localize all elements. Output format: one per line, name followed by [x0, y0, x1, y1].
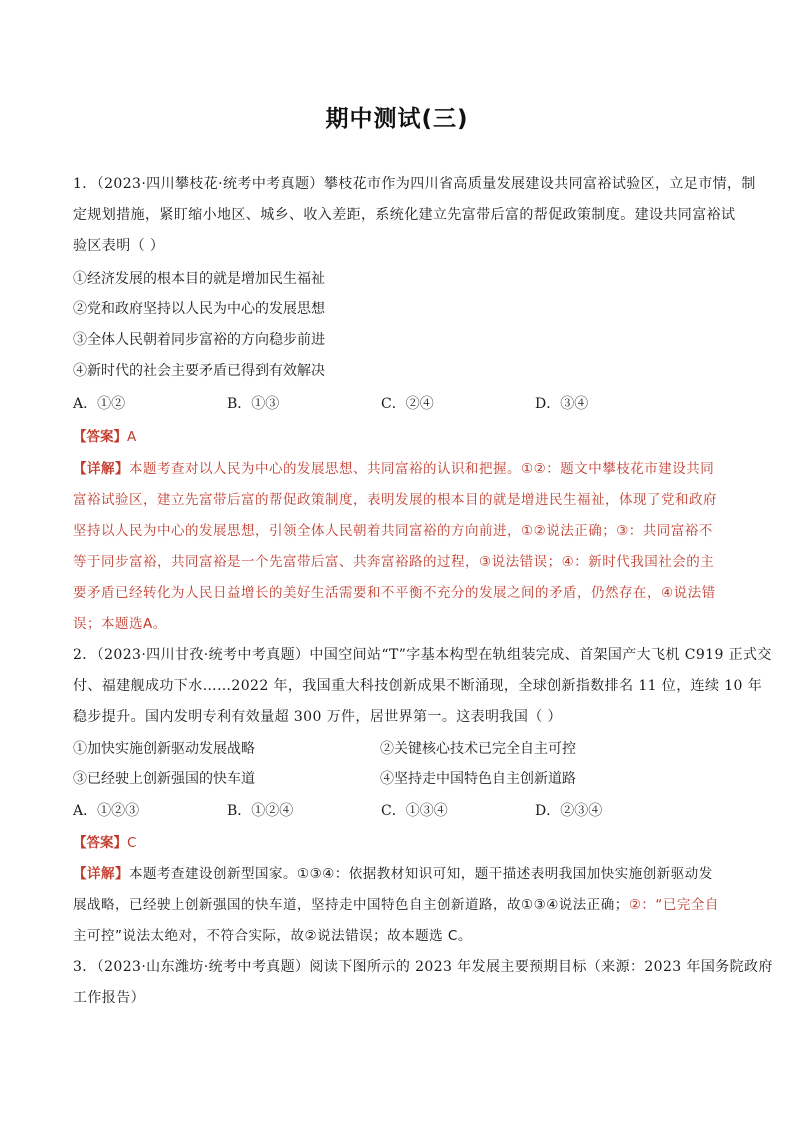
page-title: 期中测试(三): [325, 106, 469, 132]
q1-explanation-line: 误；本题选A。: [73, 616, 167, 632]
q1-stem-line: 1．（2023·四川攀枝花·统考中考真题）攀枝花市作为四川省高质量发展建设共同富裕试验区，立足市情，制: [73, 176, 756, 192]
explain-tag: 【详解】: [73, 461, 129, 477]
q2-choice-b: B．①②④: [227, 803, 294, 819]
q2-stem-line: 稳步提升。国内发明专利有效量超 300 万件，居世界第一。这表明我国（ ）: [73, 709, 562, 725]
q2-answer: [73, 831, 733, 851]
q2-statement: ②关键核心技术已完全自主可控: [380, 741, 576, 757]
q1-statement: ③全体人民朝着同步富裕的方向稳步前进: [73, 332, 325, 348]
q2-explanation-line: [73, 862, 733, 882]
q1-statement: ②党和政府坚持以人民为中心的发展思想: [73, 301, 325, 317]
q1-statement: ①经济发展的根本目的就是增加民生福祉: [73, 271, 325, 287]
q1-statement: ④新时代的社会主要矛盾已得到有效解决: [73, 363, 325, 379]
q2-stem-line: 2．（2023·四川甘孜·统考中考真题）中国空间站“T”字基本构型在轨组装完成、首架国产大飞机 C919 正式交: [73, 647, 772, 663]
q2-statement: ①加快实施创新驱动发展战略: [73, 741, 255, 757]
q2-stem-line: 付、福建舰成功下水……2022 年，我国重大科技创新成果不断涌现，全球创新指数排名 11 位，连续 10 年: [73, 678, 763, 694]
explain-text: 展战略，已经驶上创新强国的快车道，坚持走中国特色自主创新道路，故①③④说法正确；: [73, 897, 629, 913]
q1-stem-line: 验区表明（ ）: [73, 238, 165, 254]
explain-text-red: ②：“已完全自: [628, 897, 719, 913]
q3-stem-line: 工作报告）: [73, 990, 145, 1006]
q1-choice-a: A．①②: [73, 396, 126, 412]
q1-answer: [73, 425, 733, 445]
answer-tag: 【答案】: [73, 835, 127, 851]
q2-statement: ③已经驶上创新强国的快车道: [73, 771, 255, 787]
q1-choice-b: B．①③: [227, 396, 280, 412]
q1-explanation-line: [73, 457, 733, 477]
q1-stem-line: 定规划措施，紧盯缩小地区、城乡、收入差距，系统化建立先富带后富的帮促政策制度。建设共同富裕试: [73, 207, 736, 223]
q1-explanation-line: 要矛盾已经转化为人民日益增长的美好生活需要和不平衡不充分的发展之间的矛盾，仍然存在，④说法错: [73, 585, 716, 601]
q1-choice-c: C．②④: [381, 396, 434, 412]
q2-choice-d: D．②③④: [535, 803, 603, 819]
q3-stem-line: 3．（2023·山东潍坊·统考中考真题）阅读下图所示的 2023 年发展主要预期目标（来源：2023 年国务院政府: [73, 959, 773, 975]
q1-explanation-line: 坚持以人民为中心的发展思想，引领全体人民朝着共同富裕的方向前进，①②说法正确；③：共同富裕不: [73, 523, 713, 539]
q2-explanation-line: [73, 893, 733, 913]
q2-explanation-line: 主可控”说法太绝对，不符合实际，故②说法错误；故本题选 C。: [73, 928, 472, 944]
answer-value: C: [127, 835, 137, 851]
q1-explanation-line: 等于同步富裕，共同富裕是一个先富带后富、共奔富裕路的过程，③说法错误；④：新时代我国社会的主: [73, 554, 715, 570]
q1-choice-d: D．③④: [535, 396, 589, 412]
answer-value: A: [127, 429, 137, 445]
q2-choice-a: A．①②③: [73, 803, 140, 819]
explain-text: 本题考查建设创新型国家。①③④：依据教材知识可知，题干描述表明我国加快实施创新驱动发: [129, 866, 713, 882]
explain-text: 本题考查对以人民为中心的发展思想、共同富裕的认识和把握。①②：题文中攀枝花市建设共同: [129, 461, 715, 477]
answer-tag: 【答案】: [73, 429, 127, 445]
q2-statement: ④坚持走中国特色自主创新道路: [380, 771, 576, 787]
q1-explanation-line: 富裕试验区，建立先富带后富的帮促政策制度，表明发展的根本目的就是增进民生福祉，体现了党和政府: [73, 492, 717, 508]
q2-choice-c: C．①③④: [381, 803, 448, 819]
explain-tag: 【详解】: [73, 866, 129, 882]
